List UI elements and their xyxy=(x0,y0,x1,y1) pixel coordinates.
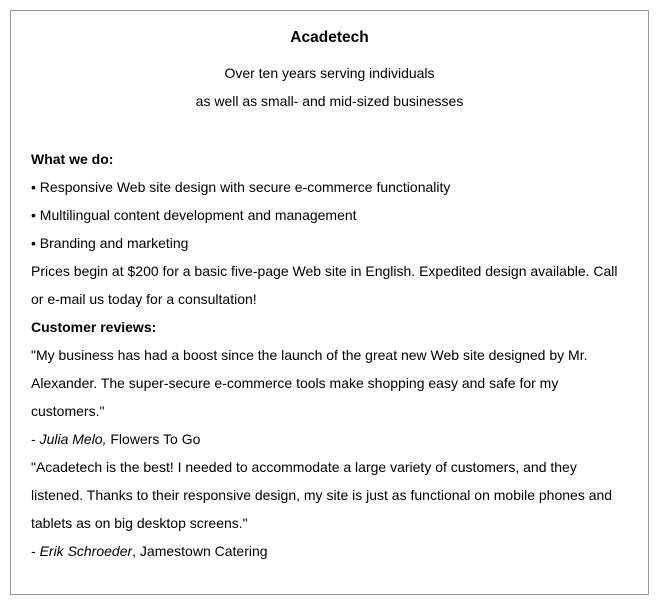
service-item: • Multilingual content development and management xyxy=(31,207,357,223)
service-item: • Branding and marketing xyxy=(31,235,189,251)
review-author-name: Julia Melo, xyxy=(39,431,107,447)
review-author-company: , Jamestown Catering xyxy=(132,543,268,559)
spacer xyxy=(31,115,628,145)
review-attrib-dash: - xyxy=(31,431,40,447)
service-item: • Responsive Web site design with secure e-commerce functionality xyxy=(31,179,451,195)
review-author-company: Flowers To Go xyxy=(106,431,201,447)
tagline-line-1: Over ten years serving individuals xyxy=(224,65,435,81)
review-attrib-dash: - xyxy=(31,543,40,559)
services-heading: What we do: xyxy=(31,151,114,167)
document-page xyxy=(10,10,649,595)
review-attribution xyxy=(31,425,628,453)
page-title: Acadetech xyxy=(290,29,369,46)
review-quote: "My business has had a boost since the launch of the great new Web site designed by Mr. Alexander. The super-secure e-commerce tools make shopping easy and safe for my customers." xyxy=(31,347,588,419)
review-attribution xyxy=(31,537,628,565)
review-quote: "Acadetech is the best! I needed to accommodate a large variety of customers, and they listened. Thanks to their responsive design, my site is just as functional on mobile phones and tablets as on big desktop screens." xyxy=(31,459,613,531)
pricing-paragraph: Prices begin at $200 for a basic five-page Web site in English. Expedited design available. Call or e-mail us today for a consultation! xyxy=(31,263,618,307)
reviews-heading: Customer reviews: xyxy=(31,319,157,335)
tagline-line-2: as well as small- and mid-sized businesses xyxy=(195,93,464,109)
review-author-name: Erik Schroeder xyxy=(39,543,133,559)
